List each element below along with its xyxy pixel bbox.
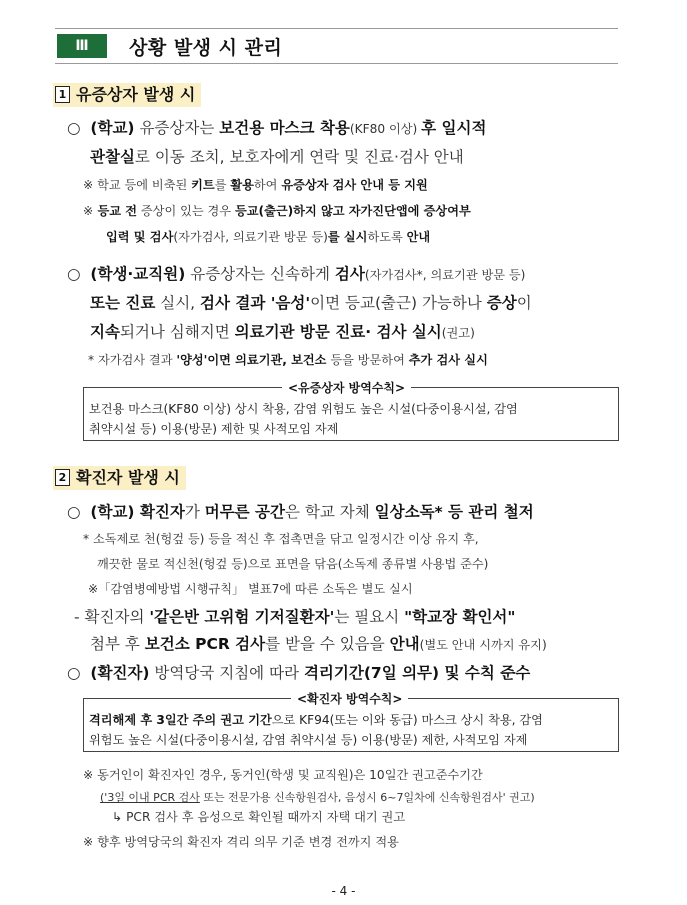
s2-rules-box-title: <확진자 방역수칙> (291, 690, 408, 707)
chapter-number: Ⅲ (75, 38, 89, 54)
header-bottom-rule (55, 63, 618, 64)
s2-note-3-line-2: ('3일 이내 PCR 검사 또는 전문가용 신속항원검사, 음성시 6~7일차에 신속항원검사' 권고) (100, 791, 535, 804)
page-number: - 4 - (331, 884, 356, 898)
s2-dash-1-line-2: 첨부 후 보건소 PCR 검사를 받을 수 있음을 안내(별도 안내 시까지 유지) (90, 635, 547, 653)
s2-note-3-line-3: ↳ PCR 검사 후 음성으로 확인될 때까지 자택 대기 권고 (112, 810, 406, 824)
s1-paragraph-1-line-2: 관찰실로 이동 조치, 보호자에게 연락 및 진료·검사 안내 (90, 148, 464, 166)
s1-paragraph-2-line-1: ○ (학생·교직원) 유증상자는 신속하게 검사(자가검사*, 의료기관 방문 등) (67, 265, 526, 283)
s2-note-1-line-1: * 소독제로 천(헝겊 등) 등을 적신 후 접촉면을 닦고 일정시간 이상 유지 후, (83, 532, 479, 546)
section-1-heading (53, 83, 201, 107)
s2-note-3-line-1: ※ 동거인이 확진자인 경우, 동거인(학생 및 교직원)은 10일간 권고준수기간 (83, 768, 483, 782)
header-top-rule (55, 28, 618, 29)
section-1-number: 1 (55, 86, 70, 103)
s2-dash-1-line-1: - 확진자의 '같은반 고위험 기저질환자'는 필요시 "학교장 확인서" (74, 608, 516, 626)
section-2-title: 확진자 발생 시 (76, 468, 180, 487)
s2-paragraph-1: ○ (학교) 확진자가 머무른 공간은 학교 자체 일상소독* 등 관리 철저 (67, 503, 534, 521)
s1-note-2-line-2: 입력 및 검사(자가검사, 의료기관 방문 등)를 실시하도록 안내 (106, 230, 431, 244)
s1-rules-line-1: 보건용 마스크(KF80 이상) 상시 착용, 감염 위험도 높은 시설(다중이용시설, 감염 (89, 402, 518, 416)
chapter-number-box (57, 34, 107, 58)
s2-note-1-line-2: 깨끗한 물로 적신천(헝겊 등)으로 표면을 닦음(소독제 종류별 사용법 준수) (97, 557, 489, 571)
s2-note-4: ※ 향후 방역당국의 확진자 격리 의무 기준 변경 전까지 적용 (83, 835, 399, 849)
s2-note-2: ※「감염병예방법 시행규칙」 별표7에 따른 소독은 별도 실시 (88, 582, 413, 596)
page-title: 상황 발생 시 관리 (129, 37, 283, 59)
s1-rules-line-2: 취약시설 등) 이용(방문) 제한 및 사적모임 자제 (89, 422, 339, 436)
s1-paragraph-1-line-1: ○ (학교) 유증상자는 보건용 마스크 착용(KF80 이상) 후 일시적 (67, 119, 487, 137)
s1-note-1: ※ 학교 등에 비축된 키트를 활용하여 유증상자 검사 안내 등 지원 (83, 178, 428, 192)
section-2-number: 2 (55, 469, 70, 486)
s1-rules-box-title: <유증상자 방역수칙> (282, 379, 411, 396)
section-1-title: 유증상자 발생 시 (76, 85, 196, 104)
s1-note-2-line-1: ※ 등교 전 증상이 있는 경우 등교(출근)하지 않고 자가진단앱에 증상여부 (83, 204, 471, 218)
s1-note-3: * 자가검사 결과 '양성'이면 의료기관, 보건소 등을 방문하여 추가 검사 실시 (88, 353, 488, 367)
s1-paragraph-2-line-2: 또는 진료 실시, 검사 결과 '음성'이면 등교(출근) 가능하나 증상이 (90, 294, 532, 312)
s1-paragraph-2-line-3: 지속되거나 심해지면 의료기관 방문 진료· 검사 실시(권고) (90, 323, 475, 341)
s2-paragraph-2: ○ (확진자) 방역당국 지침에 따라 격리기간(7일 의무) 및 수칙 준수 (67, 664, 531, 682)
section-2-heading (53, 466, 186, 490)
s2-rules-line-2: 위험도 높은 시설(다중이용시설, 감염 취약시설 등) 이용(방문) 제한, 사적모임 자제 (89, 733, 528, 747)
s2-rules-line-1: 격리해제 후 3일간 주의 권고 기간으로 KF94(또는 이와 동급) 마스크 상시 착용, 감염 (89, 713, 543, 727)
